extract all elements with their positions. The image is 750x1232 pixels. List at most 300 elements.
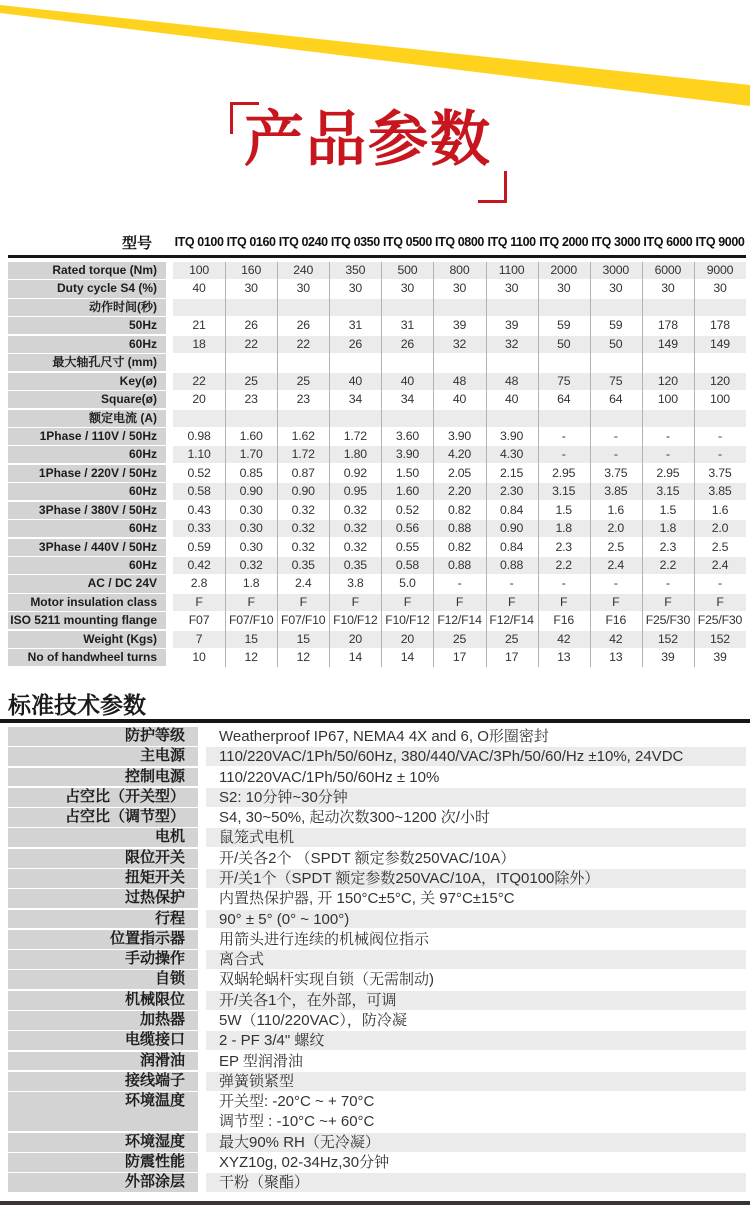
spec-cell: 2.05: [447, 465, 472, 480]
spec-cell: 0.43: [187, 502, 211, 517]
row-gap: [198, 950, 206, 969]
spec-cell: 20: [192, 392, 206, 407]
spec-cell: 2.2: [659, 558, 677, 572]
standard-row-value: S2: 10分钟~30分钟: [206, 788, 746, 807]
spec-cell: 13: [609, 650, 623, 665]
standard-row-label: 润滑油: [8, 1052, 198, 1071]
spec-cell: 40: [504, 392, 519, 407]
model-column: ITQ 0800: [435, 235, 484, 249]
spec-cell: 30: [557, 281, 571, 296]
row-gap: [166, 373, 173, 390]
spec-cell: 40: [400, 373, 415, 388]
standard-row-value: 干粉（聚酯）: [206, 1173, 746, 1192]
row-gap: [166, 649, 173, 666]
spec-cell: 23: [244, 392, 258, 407]
spec-cell: 1.50: [395, 465, 419, 480]
spec-cell: 0.30: [239, 502, 263, 517]
spec-cell: [433, 354, 485, 371]
spec-row-label: Weight (Kgs): [8, 631, 166, 648]
model-column: ITQ 0160: [226, 235, 276, 249]
spec-cell: F: [351, 594, 359, 609]
spec-cell: -: [665, 447, 670, 462]
row-gap: [166, 465, 173, 482]
row-gap: [166, 410, 173, 427]
spec-cell: 1.70: [239, 447, 263, 462]
row-gap: [198, 1153, 206, 1172]
spec-cell: [590, 410, 642, 427]
spec-table-row: [8, 410, 746, 427]
standard-table-row: [8, 788, 746, 807]
standard-row-value: [206, 1092, 746, 1131]
spec-cell: [329, 410, 381, 427]
row-gap: [198, 828, 206, 847]
spec-cell: 0.32: [343, 521, 367, 536]
row-gap: [166, 428, 173, 445]
row-gap: [166, 539, 173, 556]
spec-cell: 26: [296, 318, 310, 333]
spec-cell: 34: [348, 392, 362, 407]
spec-table-row: [8, 649, 746, 666]
spec-cell: 0.88: [500, 558, 524, 572]
spec-row-label: 额定电流 (A): [8, 410, 166, 427]
spec-cell: F25/F30: [697, 613, 743, 628]
row-gap: [198, 991, 206, 1010]
spec-cell: [173, 354, 225, 371]
standard-table-row: [8, 1052, 746, 1071]
spec-cell: 1.5: [659, 502, 677, 517]
spec-cell: 0.85: [239, 465, 263, 480]
spec-row-values: [173, 612, 746, 629]
spec-cell: 30: [452, 281, 467, 296]
spec-cell: 22: [296, 336, 310, 351]
standard-table-row: [8, 930, 746, 949]
standard-row-value: 90° ± 5° (0° ~ 100°): [206, 910, 746, 929]
row-gap: [198, 970, 206, 989]
spec-cell: 2.0: [607, 521, 625, 536]
spec-cell: F: [560, 594, 568, 609]
spec-table-row: [8, 465, 746, 482]
model-column: ITQ 1100: [487, 235, 536, 249]
spec-cell: F16: [553, 613, 574, 628]
spec-cell: 3.90: [447, 428, 472, 443]
standard-row-label: 占空比（调节型）: [8, 808, 198, 827]
row-gap: [198, 869, 206, 888]
spec-cell: 7: [195, 631, 203, 646]
standard-row-label: 电机: [8, 828, 198, 847]
row-gap: [198, 930, 206, 949]
spec-cell: -: [561, 576, 566, 591]
spec-cell: F12/F14: [437, 613, 482, 628]
spec-cell: 2.95: [656, 465, 680, 480]
spec-cell: 1.60: [239, 428, 263, 443]
spec-cell: 2.30: [500, 484, 524, 499]
standard-row-value: 鼠笼式电机: [206, 828, 746, 847]
spec-cell: 3.15: [656, 484, 680, 499]
standard-table-row: [8, 910, 746, 929]
spec-cell: 3.75: [708, 465, 732, 480]
spec-row-label: Square(ø): [8, 391, 166, 408]
spec-cell: [277, 299, 329, 316]
row-gap: [198, 747, 206, 766]
spec-cell: 0.52: [395, 502, 419, 517]
spec-table-row: [8, 391, 746, 408]
spec-cell: -: [561, 428, 566, 443]
spec-cell: [329, 354, 381, 371]
model-column: ITQ 0500: [382, 235, 432, 249]
standard-row-label: 过热保护: [8, 889, 198, 908]
spec-cell: [694, 410, 746, 427]
row-gap: [166, 299, 173, 316]
spec-row-label: Motor insulation class: [8, 594, 166, 611]
spec-cell: 178: [657, 318, 678, 333]
spec-table-row: [8, 520, 746, 537]
spec-cell: 0.32: [291, 539, 315, 554]
row-gap: [166, 557, 173, 574]
spec-row-label: 1Phase / 110V / 50Hz: [8, 428, 166, 445]
model-column: ITQ 0240: [278, 235, 328, 249]
standard-row-label: 环境湿度: [8, 1133, 198, 1152]
standard-table-row: [8, 1173, 746, 1192]
spec-table-row: [8, 428, 746, 445]
spec-cell: 48: [504, 373, 519, 388]
spec-row-label: Duty cycle S4 (%): [8, 280, 166, 297]
spec-cell: 31: [400, 318, 415, 333]
spec-cell: 0.58: [395, 558, 419, 572]
spec-cell: 0.32: [343, 502, 367, 517]
row-gap: [198, 727, 206, 746]
spec-cell: F12/F14: [489, 613, 534, 628]
spec-cell: F07: [188, 613, 210, 628]
standard-row-label: 位置指示器: [8, 930, 198, 949]
footer-rule: [0, 1201, 750, 1205]
spec-cell: [590, 354, 642, 371]
spec-cell: 30: [244, 281, 258, 296]
standard-row-value: EP 型润滑油: [219, 1052, 303, 1070]
spec-table-row: [8, 317, 746, 334]
spec-row-values: [173, 594, 746, 611]
row-gap: [166, 446, 173, 463]
spec-cell: [590, 299, 642, 316]
spec-table-row: [8, 354, 746, 371]
spec-cell: 0.32: [239, 558, 263, 572]
standard-table-row: [8, 1011, 746, 1030]
spec-cell: 2.20: [447, 484, 472, 499]
standard-row-label: 电缆接口: [8, 1031, 198, 1050]
row-gap: [166, 280, 173, 297]
page-title-block: [230, 100, 520, 210]
spec-cell: 12: [244, 650, 258, 665]
spec-row-label: 动作时间(秒): [8, 299, 166, 316]
spec-cell: 30: [661, 281, 675, 296]
spec-row-label: Key(ø): [8, 373, 166, 390]
spec-cell: 3.8: [347, 576, 364, 591]
model-column: ITQ 0350: [330, 235, 380, 249]
spec-row-label: 50Hz: [8, 317, 166, 334]
spec-cell: 152: [657, 631, 678, 646]
spec-cell: [433, 299, 485, 316]
spec-cell: [486, 410, 538, 427]
spec-row-values: [173, 502, 746, 519]
spec-cell: 75: [609, 373, 623, 388]
spec-cell: 0.32: [291, 502, 315, 517]
spec-cell: 42: [557, 631, 571, 646]
spec-cell: 2.2: [555, 558, 572, 572]
spec-cell: F25/F30: [645, 613, 691, 628]
spec-cell: 178: [710, 318, 730, 333]
spec-row-values: [173, 280, 746, 297]
spec-cell: 0.58: [187, 484, 211, 499]
spec-cell: 800: [449, 263, 470, 277]
spec-cell: 0.88: [447, 521, 472, 536]
spec-table: [8, 262, 746, 668]
standard-table-row: [8, 889, 746, 908]
row-gap: [198, 849, 206, 868]
spec-cell: [642, 299, 694, 316]
row-gap: [166, 502, 173, 519]
spec-table-row: [8, 502, 746, 519]
spec-cell: 0.35: [291, 558, 315, 572]
spec-row-values: [173, 575, 746, 592]
spec-cell: 160: [241, 263, 262, 277]
spec-cell: [538, 299, 590, 316]
spec-table-row: [8, 575, 746, 592]
spec-cell: 26: [400, 336, 415, 351]
model-column: ITQ 0100: [174, 235, 224, 249]
spec-row-values: [173, 428, 746, 445]
spec-cell: 3.15: [552, 484, 576, 499]
spec-cell: 39: [504, 318, 519, 333]
standard-table-row: [8, 1072, 746, 1091]
row-gap: [166, 336, 173, 353]
spec-cell: [329, 299, 381, 316]
spec-cell: [173, 410, 225, 427]
row-gap: [198, 1092, 206, 1131]
spec-cell: F10/F12: [333, 613, 378, 628]
standard-table-row: [8, 1092, 746, 1131]
spec-cell: [225, 299, 277, 316]
spec-row-label: 1Phase / 220V / 50Hz: [8, 465, 166, 482]
spec-cell: 149: [710, 336, 730, 351]
standard-table-row: [8, 970, 746, 989]
spec-cell: 1.5: [555, 502, 572, 517]
spec-cell: 23: [296, 392, 310, 407]
spec-cell: [381, 354, 433, 371]
spec-cell: 0.30: [239, 521, 263, 536]
standard-row-value: 离合式: [206, 950, 746, 969]
spec-cell: -: [718, 447, 722, 462]
spec-cell: 0.33: [187, 521, 211, 536]
spec-cell: 30: [348, 281, 362, 296]
spec-cell: -: [718, 428, 722, 443]
spec-row-label: 60Hz: [8, 520, 166, 537]
spec-cell: [486, 354, 538, 371]
spec-cell: 6000: [654, 263, 682, 277]
standard-row-label: 外部涂层: [8, 1173, 198, 1192]
spec-table-row: [8, 280, 746, 297]
row-gap: [166, 354, 173, 371]
spec-cell: F: [195, 594, 203, 609]
spec-cell: 25: [244, 373, 258, 388]
spec-cell: 0.88: [447, 558, 472, 572]
spec-row-values: [173, 483, 746, 500]
standard-value-line: 调节型 : -10°C ~+ 60°C: [219, 1112, 375, 1130]
spec-cell: 14: [400, 650, 415, 665]
spec-cell: [225, 354, 277, 371]
standard-table-row: [8, 869, 746, 888]
spec-cell: 0.59: [187, 539, 211, 554]
spec-cell: 75: [557, 373, 571, 388]
spec-cell: -: [665, 576, 670, 591]
spec-cell: 350: [345, 263, 366, 277]
spec-cell: 22: [192, 373, 206, 388]
spec-cell: 0.56: [395, 521, 419, 536]
spec-cell: 0.32: [291, 521, 315, 536]
spec-cell: 25: [452, 631, 467, 646]
row-gap: [166, 575, 173, 592]
spec-cell: 30: [504, 281, 519, 296]
spec-cell: 1.6: [607, 502, 625, 517]
model-column: ITQ 6000: [643, 235, 693, 249]
spec-cell: F: [247, 594, 255, 609]
spec-cell: 1.72: [343, 428, 367, 443]
spec-cell: 2.4: [607, 558, 625, 572]
spec-cell: 1.10: [187, 447, 211, 462]
standard-row-value: 5W（110/220VAC），防冷凝: [219, 1011, 407, 1029]
spec-cell: 2.5: [711, 539, 729, 554]
spec-cell: 2.4: [294, 576, 312, 591]
spec-row-values: [173, 354, 746, 371]
spec-cell: 149: [657, 336, 678, 351]
spec-cell: 48: [452, 373, 467, 388]
standard-table-row: [8, 768, 746, 787]
spec-cell: 30: [713, 281, 727, 296]
row-gap: [166, 520, 173, 537]
spec-table-row: [8, 612, 746, 629]
spec-cell: 30: [296, 281, 310, 296]
spec-table-row: [8, 336, 746, 353]
row-gap: [198, 1133, 206, 1152]
spec-cell: F: [299, 594, 307, 609]
spec-row-values: [173, 373, 746, 390]
spec-cell: 240: [293, 263, 314, 277]
standard-value-line: 开关型: -20°C ~ + 70°C: [219, 1093, 375, 1111]
row-gap: [198, 1011, 206, 1030]
standard-row-label: 自锁: [8, 970, 198, 989]
spec-cell: 0.42: [187, 558, 211, 572]
spec-cell: 30: [400, 281, 415, 296]
standard-row-value: 内置热保护器, 开 150°C±5°C, 关 97°C±15°C: [219, 890, 515, 908]
spec-cell: 42: [609, 631, 623, 646]
spec-table-row: [8, 299, 746, 316]
spec-cell: 64: [557, 392, 571, 407]
spec-cell: 2.5: [607, 539, 625, 554]
spec-cell: [694, 354, 746, 371]
spec-cell: [381, 299, 433, 316]
spec-row-label: ISO 5211 mounting flange: [8, 612, 166, 629]
row-gap: [198, 768, 206, 787]
spec-cell: 2.4: [711, 558, 729, 572]
spec-cell: 50: [557, 336, 571, 351]
standard-row-value: 110/220VAC/1Ph/50/60Hz ± 10%: [219, 768, 440, 786]
spec-cell: 40: [452, 392, 467, 407]
spec-table-row: [8, 631, 746, 648]
spec-cell: 10: [192, 650, 206, 665]
standard-row-label: 机械限位: [8, 991, 198, 1010]
spec-cell: F: [455, 594, 464, 609]
spec-cell: F16: [605, 613, 627, 628]
spec-cell: 21: [192, 318, 206, 333]
standard-table-row: [8, 747, 746, 766]
spec-cell: [381, 410, 433, 427]
spec-cell: 2000: [550, 263, 577, 277]
spec-cell: 17: [504, 650, 519, 665]
spec-table-row: [8, 483, 746, 500]
spec-cell: 0.82: [447, 539, 472, 554]
standard-table-row: [8, 828, 746, 847]
spec-cell: 2.15: [500, 465, 524, 480]
spec-table-row: [8, 262, 746, 279]
spec-cell: 64: [609, 392, 623, 407]
spec-cell: 0.82: [447, 502, 472, 517]
spec-cell: 1.80: [343, 447, 367, 462]
spec-row-label: Rated torque (Nm): [8, 262, 166, 279]
spec-row-values: [173, 262, 746, 279]
section-divider-rule: [0, 719, 750, 723]
model-column: ITQ 2000: [539, 235, 589, 249]
row-gap: [198, 1072, 206, 1091]
spec-cell: 39: [661, 650, 675, 665]
spec-cell: 500: [397, 263, 418, 277]
spec-cell: 0.90: [500, 521, 524, 536]
standard-table-row: [8, 1031, 746, 1050]
spec-cell: 32: [452, 336, 467, 351]
standard-table: [8, 727, 746, 1193]
spec-cell: 12: [296, 650, 310, 665]
row-gap: [166, 631, 173, 648]
standard-row-value: XYZ10g, 02-34Hz,30分钟: [219, 1153, 390, 1171]
spec-row-values: [173, 446, 746, 463]
standard-row-label: 行程: [8, 910, 198, 929]
spec-cell: -: [665, 428, 670, 443]
model-column: ITQ 9000: [695, 235, 745, 249]
spec-cell: -: [457, 576, 462, 591]
spec-cell: 3.60: [395, 428, 419, 443]
model-columns: [173, 235, 746, 249]
spec-cell: 0.32: [343, 539, 367, 554]
spec-cell: 40: [192, 281, 206, 296]
row-gap: [166, 262, 173, 279]
spec-cell: 17: [452, 650, 467, 665]
spec-row-values: [173, 520, 746, 537]
spec-cell: 3.90: [500, 428, 524, 443]
spec-row-label: 60Hz: [8, 446, 166, 463]
spec-cell: 0.90: [291, 484, 315, 499]
spec-table-row: [8, 373, 746, 390]
row-gap: [198, 889, 206, 908]
spec-cell: 14: [348, 650, 362, 665]
spec-cell: 2.3: [555, 539, 572, 554]
spec-cell: 1100: [498, 263, 525, 277]
spec-cell: 2.95: [552, 465, 576, 480]
row-gap: [166, 391, 173, 408]
spec-cell: 0.87: [291, 465, 315, 480]
spec-cell: F: [507, 594, 516, 609]
spec-cell: 22: [244, 336, 258, 351]
spec-cell: 3.90: [395, 447, 419, 462]
spec-row-label: AC / DC 24V: [8, 575, 166, 592]
spec-cell: [173, 299, 225, 316]
standard-row-label: 扭矩开关: [8, 869, 198, 888]
